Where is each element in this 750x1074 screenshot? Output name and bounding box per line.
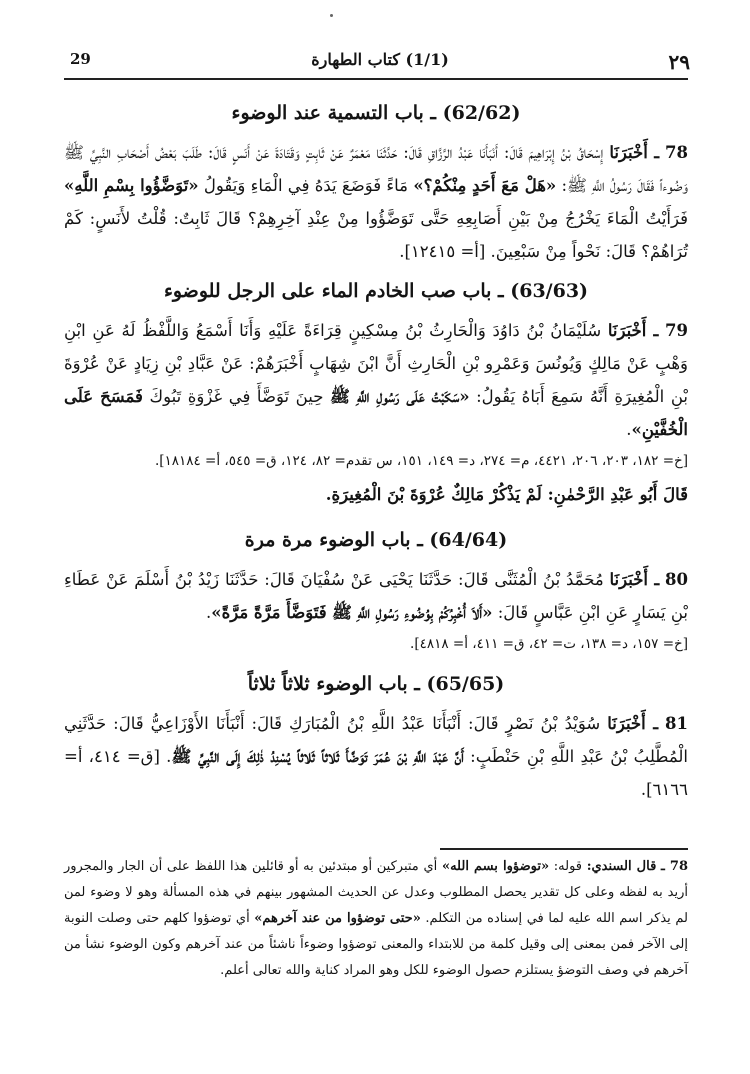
chapter-heading: (63/63) ـ باب صب الخادم الماء على الرجل للوضوء	[163, 280, 589, 302]
chapter-heading: (65/65) ـ باب الوضوء ثلاثاً ثلاثاً	[247, 673, 505, 695]
prophet-quote: أَنَّ عَبْدَ اللَّهِ بْنَ عُمَرَ تَوَضَّأَ ثَلاثاً ثَلاثاً يُسْنِدُ ذٰلِكَ إِلَى النَّبِيِّ ﷺ	[171, 747, 464, 766]
akhbarana: ـ أَخْبَرَنَا	[609, 143, 660, 162]
footnote-text: قوله:	[549, 859, 587, 874]
hadith-78	[64, 136, 688, 268]
header-rule	[64, 78, 688, 80]
hadith-number: 78	[665, 143, 688, 162]
book-title: (1/1) كتاب الطهارة	[311, 50, 449, 69]
akhbarana: ـ أَخْبَرَنَا	[609, 570, 660, 589]
hadith-81	[64, 707, 688, 806]
references: [خ= ١٨٢، ٢٠٣، ٢٠٦، ٤٤٢١، م= ٢٧٤، د= ١٤٩، ١٥١، س تقدم= ٨٢، ١٢٤، ق= ٥٤٥، أ= ١٨١٨٤].	[154, 453, 688, 469]
hadith-text: سُلَيْمَانُ بْنُ دَاوُدَ وَالْحَارِثُ بْنُ مِسْكِينٍ قِرَاءَةً عَلَيْهِ وَأَنَا أَسْمَعُ وَاللَّفْظُ لَهُ عَنِ ابْنِ وَهْبٍ عَنْ مَالِكٍ وَيُونُسَ وَعَمْرِو بْنِ الْحَارِثِ أَنَّ ابْنَ شِهَابٍ أَخْبَرَهُمْ: عَنْ عَبَّادِ بْنِ زِيَادٍ عَنْ عُرْوَةَ بْنِ الْمُغِيرَةِ أَنَّهُ سَمِعَ أَبَاهُ يَقُولُ:	[64, 321, 688, 406]
prophet-quote: فَتَوَضَّأَ مَرَّةً مَرَّةً»	[211, 603, 327, 622]
hadith-text: .	[159, 747, 172, 766]
hadith-text: فَرَأَيْتُ الْمَاءَ يَخْرُجُ مِنْ بَيْنِ أَصَابِعِهِ حَتَّى تَوَضَّؤُوا مِنْ عِنْدِ آخِرِهِمْ؟ قَالَ ثَابِتٌ: قُلْتُ لأَنَسٍ: كَمْ تُرَاهُمْ؟ قَالَ: نَحْواً مِنْ سَبْعِينَ. [أ= ١٢٤١٥].	[64, 209, 688, 261]
hadith-number: 79	[665, 321, 688, 340]
prophet-quote: «تَوَضَّؤُوا بِسْمِ اللَّهِ»	[64, 176, 199, 195]
scan-speck	[330, 14, 333, 17]
main-text	[64, 90, 688, 806]
prophet-quote: «هَلْ مَعَ أَحَدٍ مِنْكُمْ؟»	[413, 176, 557, 195]
footnote-text: أي متبركين أو مبتدئين به أو قائلين هذا اللفظ على أن الجار والمجرور أريد به لفظه وعلى كل تقدير يحصل المطلوب وعدل عن الحديث المشهور بينهم في هذه المسألة وهو لا وضوء لمن لم يذكر اسم الله عليه لما في إسناده من التكلم.	[64, 859, 688, 926]
prophet-quote: فَمَسَحَ عَلَى الْخُفَّيْنِ»	[64, 387, 688, 439]
chapter-heading: (64/64) ـ باب الوضوء مرة مرة	[244, 529, 508, 551]
prophet-quote: «أَلاَ أُخْبِرُكُمْ بِوُضُوءِ رَسُولِ اللَّهِ ﷺ	[331, 603, 493, 622]
footnote-quote: «حتى توضؤوا من عند آخرهم»	[254, 911, 421, 926]
akhbarana: ـ أَخْبَرَنَا	[607, 321, 659, 340]
hadith-text: .	[626, 420, 632, 439]
hadith-text: مُحَمَّدُ بْنُ الْمُثَنَّى قَالَ: حَدَّثَنَا يَحْيَى عَنْ سُفْيَانَ قَالَ: حَدَّثَنَا زَيْدُ بْنُ أَسْلَمَ عَنْ عَطَاءِ بْنِ يَسَارٍ عَنِ ابْنِ عَبَّاسٍ قَالَ:	[64, 570, 688, 622]
akhbarana: ـ أَخْبَرَنَا	[607, 714, 659, 733]
hadith-text: إِسْحَاقُ بْنُ إِبْرَاهِيمَ قَالَ: أَنْبَأَنَا عَبْدُ الرَّزَّاقِ قَالَ: حَدَّثَنَا مَعْمَرٌ عَنْ ثَابِتٍ وَقَتَادَةَ عَنْ أَنَسٍ قَالَ: طَلَبَ بَعْضُ أَصْحَابِ النَّبِيِّ ﷺ وَضُوءاً فَقَالَ رَسُولُ اللَّهِ ﷺ:	[64, 143, 688, 195]
hadith-number: 80	[665, 570, 688, 589]
hadith-text: حِينَ تَوَضَّأَ فِي غَزْوَةِ تَبُوكَ	[142, 387, 330, 406]
footnote-lead: قال السندي:	[586, 859, 657, 874]
hadith-number: 81	[665, 714, 688, 733]
hadith-80	[64, 563, 688, 629]
author-note: قَالَ أَبُو عَبْدِ الرَّحْمٰنِ: لَمْ يَذْكُرْ مَالِكٌ عُرْوَةَ بْنَ الْمُغِيرَةِ.	[325, 485, 688, 504]
hadith-text: .	[206, 603, 212, 622]
chapter-heading: (62/62) ـ باب التسمية عند الوضوء	[231, 102, 521, 124]
footnote	[64, 854, 688, 984]
hadith-text: [ق= ٤١٤، أ= ٦١٦٦].	[64, 747, 688, 799]
footnote-number: 78 ـ	[661, 859, 689, 874]
hadith-79	[64, 314, 688, 446]
hadith-text: مَاءً فَوَضَعَ يَدَهُ فِي الْمَاءِ وَيَقُولُ	[198, 176, 414, 195]
footnote-text: أي توضؤوا كلهم حتى وصلت النوبة إلى الآخر فمن بمعنى إلى وقيل كلمة من للابتداء والمعنى توضؤوا وضوءاً ناشئاً من عند آخرهم وكون الوضوء نشأ من آخرهم في وصف التوضؤ يستلزم حصول الوضوء للكل وهو المراد كناية والله تعالى أعلم.	[64, 911, 688, 978]
references: [خ= ١٥٧، د= ١٣٨، ت= ٤٢، ق= ٤١١، أ= ٤٨١٨].	[410, 636, 688, 652]
page-number-arabic: ٢٩	[668, 50, 690, 74]
footnote-quote: «توضؤوا بسم الله»	[441, 859, 550, 874]
footnote-rule	[440, 848, 688, 850]
prophet-quote: «سَكَبْتُ عَلَى رَسُولِ اللَّهِ ﷺ	[329, 387, 470, 406]
hadith-text: سُوَيْدُ بْنُ نَصْرٍ قَالَ: أَنْبَأَنَا عَبْدُ اللَّهِ بْنُ الْمُبَارَكِ قَالَ: أَنْبَأَنَا الأَوْزَاعِيُّ قَالَ: حَدَّثَنِي الْمُطَّلِبُ بْنُ عَبْدِ اللَّهِ بْنِ حَنْطَبٍ:	[64, 714, 688, 766]
page-number-latin: 29	[70, 50, 91, 68]
